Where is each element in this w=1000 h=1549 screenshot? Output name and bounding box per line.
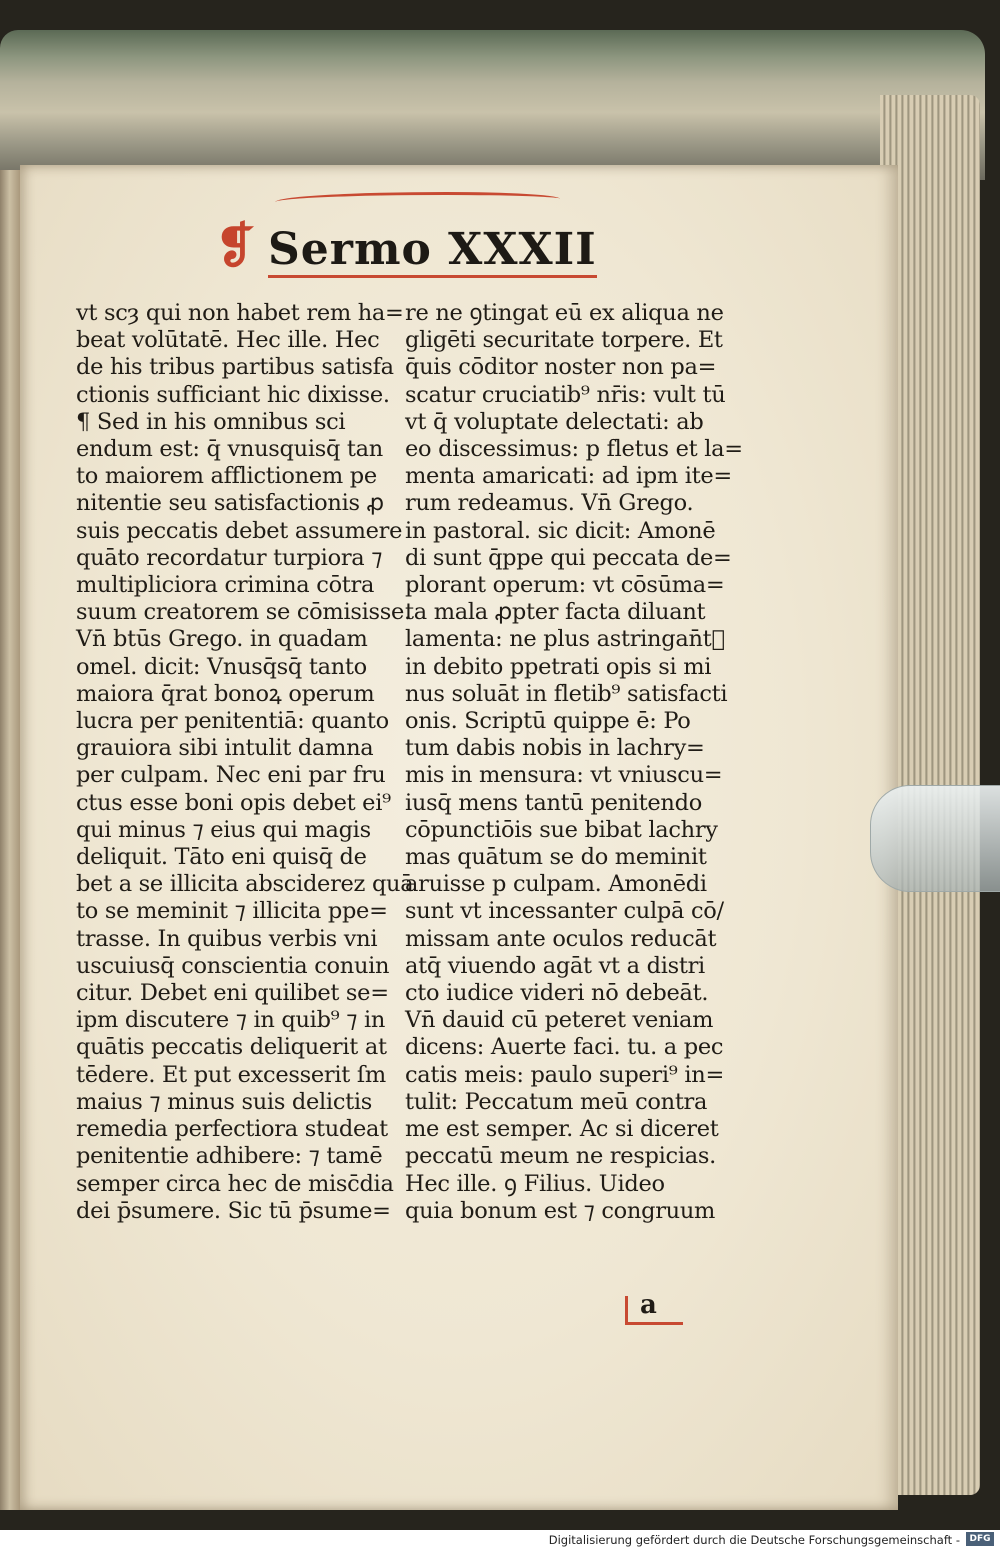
text-line: quātis peccatis deliquerit at [76,1034,387,1061]
text-line: sunt vt incessanter culpā cō/ [405,898,724,925]
text-line: vt q̄ voluptate delectati: ab [405,408,704,435]
footer-bar [0,1530,1000,1549]
text-line: q̄uis cōditor noster non pa= [405,354,717,381]
text-line: vt scȝ qui non habet rem ha= [76,300,404,326]
text-line: multipliciora crimina cōtra [76,572,375,599]
paragraph-mark-icon: ❡ [215,218,256,274]
text-line: cōpunctiōis sue bibat lachry [405,816,718,843]
text-line: beat volūtatē. Hec ille. Hec [76,327,380,354]
text-line: remedia perfectiora studeat [76,1116,388,1143]
text-line: citur. Debet eni quilibet se= [76,980,389,1007]
footer-credit: Digitalisierung gefördert durch die Deutsche Forschungsgemeinschaft - [548,1533,960,1547]
text-line: ipm discutere ⁊ in quib⁹ ⁊ in [76,1007,386,1034]
text-line: ctionis sufficiant hic dixisse. [76,381,390,408]
text-line: scatur cruciatib⁹ nr̄is: vult tū [405,381,726,408]
text-line: re ne ꝯtingat eū ex aliqua ne [405,300,724,326]
text-line: trasse. In quibus verbis vni [76,925,378,952]
text-line: suum creatorem se cōmisisse. [76,599,411,626]
text-line: deliquit. Tāto eni quisq̄ de [76,844,367,871]
book-clamp [870,785,1000,892]
text-line: semper circa hec de misc̄dia [76,1170,394,1197]
text-line: Hec ille. ꝯ Filius. Uideo [405,1170,665,1197]
text-line: nus soluāt in fletib⁹ satisfacti [405,680,728,707]
text-line: ¶ Sed in his omnibus sci [76,408,346,435]
text-line: lucra per penitentiā: quanto [76,708,389,735]
text-line: tulit: Peccatum meū contra [405,1088,708,1115]
text-line: quāto recordatur turpiora ⁊ [76,544,383,571]
text-line: in debito ppetrati opis si mi [405,653,712,680]
text-line: ctus esse boni opis debet ei⁹ [76,789,391,816]
text-line: lamenta: ne plus astringan̄tᷓ [405,626,725,653]
text-line: mis in mensura: vt vniuscu= [405,762,723,789]
text-line: qui minus ⁊ eius qui magis [76,816,371,843]
book-top-edge [0,30,985,180]
text-line: quia bonum est ⁊ congruum [405,1197,716,1224]
text-line: Vn̄ btūs Grego. in quadam [76,626,368,653]
text-line: me est semper. Ac si diceret [405,1116,719,1143]
text-line: ta mala ꝓpter facta diluant [405,599,706,626]
text-line: di sunt q̄ppe qui peccata de= [405,544,732,571]
text-line: rum redeamus. Vn̄ Grego. [405,490,694,517]
dfg-logo: DFG [966,1532,994,1546]
signature-mark: a [640,1290,657,1320]
text-line: plorant operum: vt cōsūma= [405,572,725,599]
text-line: to se meminit ⁊ illicita ppe= [76,898,388,925]
text-line: menta amaricati: ad ipm ite= [405,463,732,490]
text-line: endum est: q̄ vnusquisq̄ tan [76,436,383,463]
text-line: suis peccatis debet assumere [76,517,403,544]
text-line: to maiorem afflictionem pe [76,463,377,490]
text-line: eo discessimus: p fletus et la= [405,436,743,463]
text-line: tum dabis nobis in lachry= [405,735,705,762]
text-line: penitentie adhibere: ⁊ tamē [76,1143,383,1170]
text-line: per culpam. Nec eni par fru [76,762,386,789]
right-text-column [405,300,743,1225]
text-line: tēdere. Et put excesserit ſm [76,1061,386,1088]
text-line: uscuiusq̄ conscientia conuin [76,952,390,979]
text-line: cto iudice videri nō debeāt. [405,980,709,1007]
text-line: maiora q̄rat bonoꝝ operum [76,680,375,707]
text-line: mas quātum se do meminit [405,844,707,871]
page-title: Sermo XXXII [268,224,597,278]
text-line: peccatū meum ne respicias. [405,1143,716,1170]
text-line: maius ⁊ minus suis delictis [76,1088,373,1115]
text-line: missam ante oculos reducāt [405,925,717,952]
text-line: in pastoral. sic dicit: Amonē [405,517,716,544]
text-line: de his tribus partibus satisfa [76,354,394,381]
text-line: bet a se illicita absciderez quā [76,871,414,898]
rubric-flourish [275,192,560,209]
text-line: gligēti securitate torpere. Et [405,327,723,354]
text-line: dicens: Auerte faci. tu. a pec [405,1034,724,1061]
text-line: aruisse p culpam. Amonēdi [405,871,707,898]
text-line: Vn̄ dauid cū peteret veniam [405,1007,714,1034]
text-line: dei p̄sumere. Sic tū p̄sume= [76,1197,391,1224]
text-line: omel. dicit: Vnusq̄sq̄ tanto [76,653,367,680]
left-text-column [76,300,414,1225]
text-line: catis meis: paulo superi⁹ in= [405,1061,725,1088]
text-line: nitentie seu satisfactionis ꝓ [76,490,384,517]
text-line: onis. Scriptū quippe ē: Po [405,708,691,735]
text-line: atq̄ viuendo agāt vt a distri [405,952,705,979]
text-line: iusq̄ mens tantū penitendo [405,789,702,816]
facing-page-edge [0,170,20,1510]
text-line: grauiora sibi intulit damna [76,735,374,762]
